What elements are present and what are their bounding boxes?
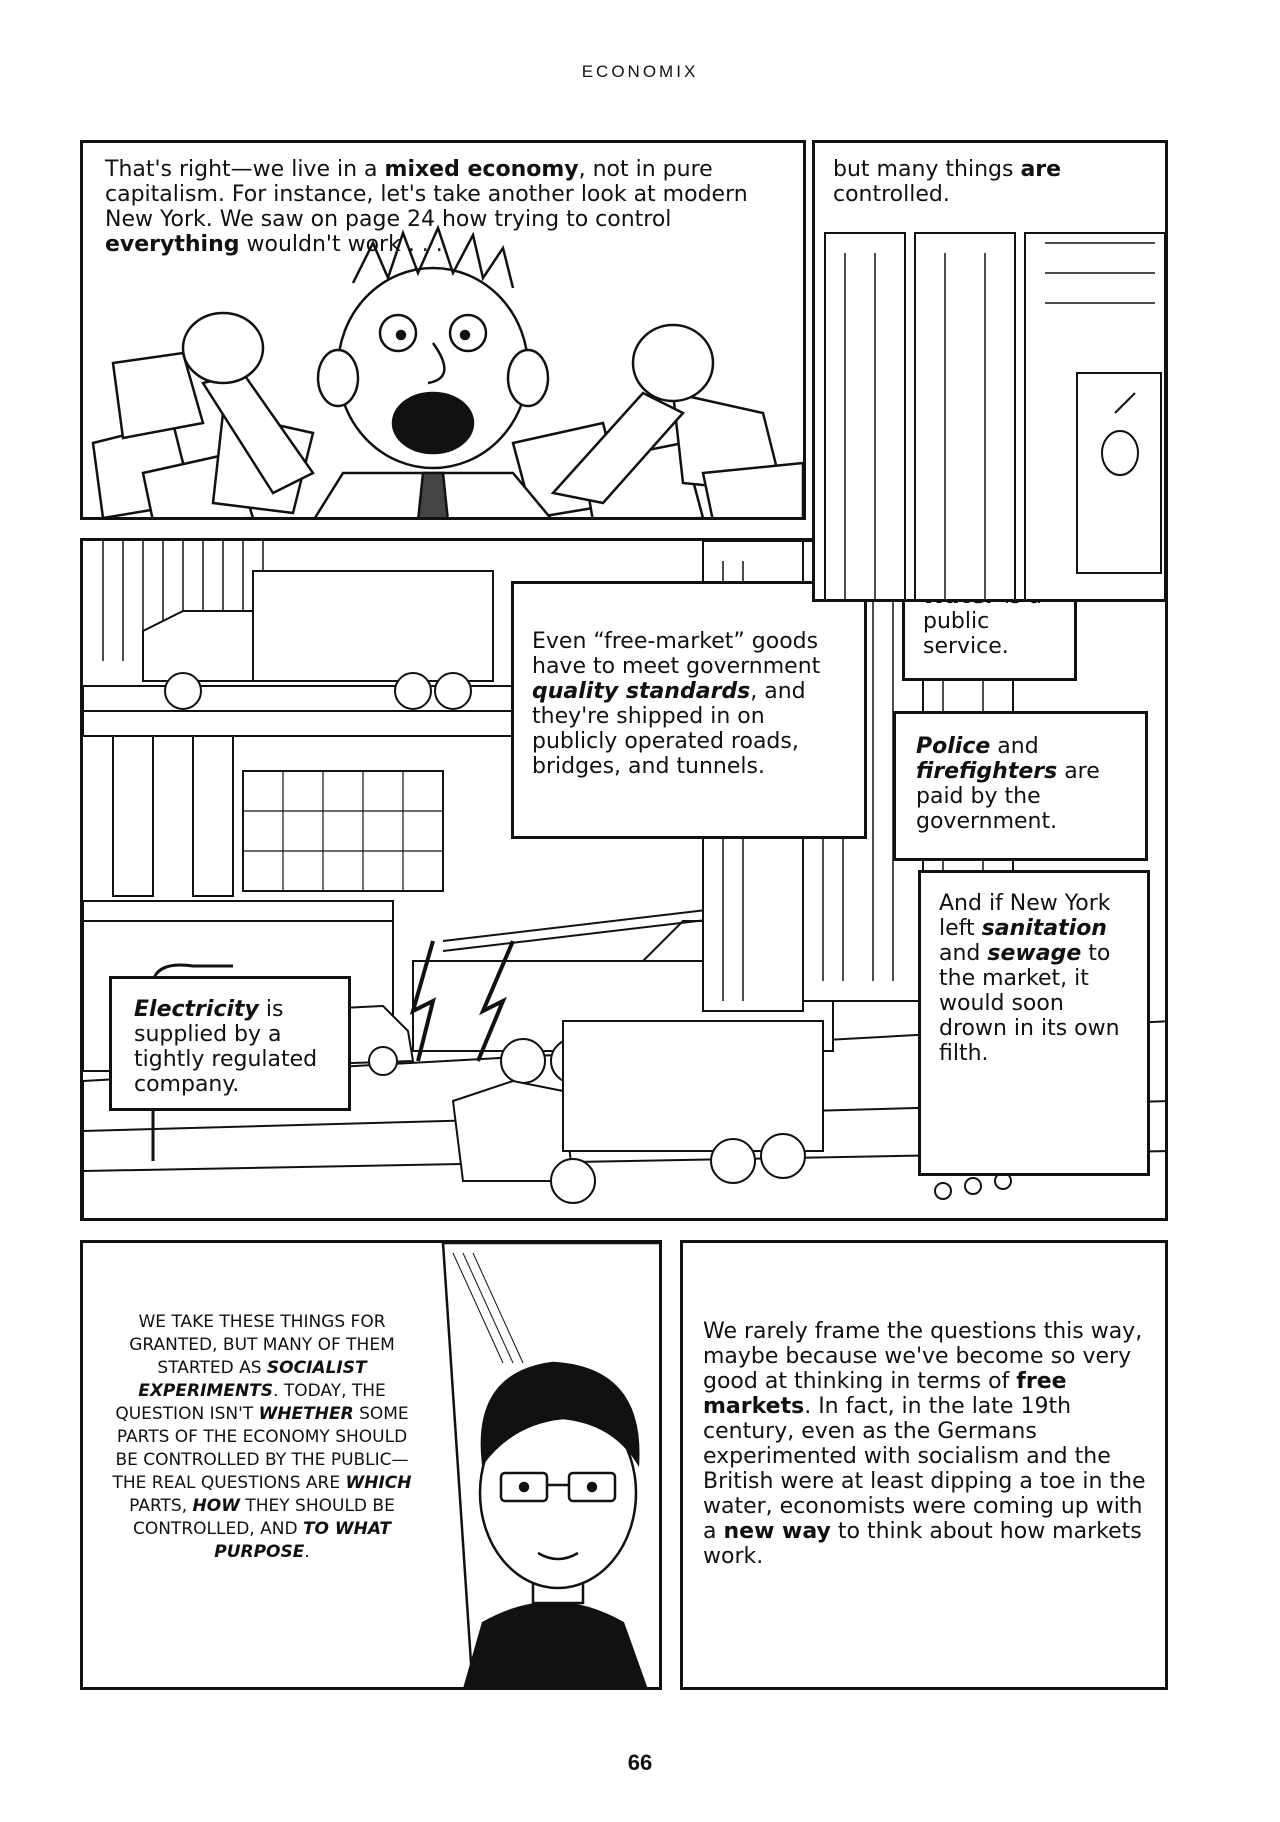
caption-electricity xyxy=(109,976,351,1111)
caption-police-firefighters xyxy=(893,711,1148,861)
caption-sanitation xyxy=(918,870,1150,1176)
emphasis-text: free markets xyxy=(703,1369,1067,1419)
text-run: . In fact, in the late 19th century, even as the Germans experimented with socialism and the British were at least dipping a toe in the water, economists were coming up with a xyxy=(703,1394,1146,1544)
panel-control-everything xyxy=(80,140,806,520)
text-run: . xyxy=(304,1542,310,1562)
text-run: , and they're shipped in on publicly operated roads, bridges, and tunnels. xyxy=(532,679,806,779)
emphasis-text: quality standards xyxy=(532,679,751,704)
text-run: And if New York left xyxy=(939,891,1111,941)
emphasis-text: Police xyxy=(916,734,991,759)
emphasis-text: TO WHAT PURPOSE xyxy=(214,1519,392,1562)
emphasis-text: sewage xyxy=(987,941,1082,966)
text-run: THEY SHOULD BE CONTROLLED, AND xyxy=(132,1496,395,1539)
emphasis-text: everything xyxy=(105,232,240,257)
text-run: controlled. xyxy=(833,182,950,207)
running-header: ECONOMIX xyxy=(581,62,699,81)
text-run: wouldn't work . . . xyxy=(239,232,443,257)
panel-socialist-experiments xyxy=(80,1240,662,1690)
text-run: Even “free-market” goods have to meet government xyxy=(532,629,821,679)
text-run: to think about how markets work. xyxy=(703,1519,1142,1569)
emphasis-text: sanitation xyxy=(981,916,1107,941)
emphasis-text: SOCIALIST EXPERIMENTS xyxy=(138,1358,367,1401)
emphasis-text: firefighters xyxy=(916,759,1058,784)
text-run: and xyxy=(990,734,1039,759)
panel-controlled xyxy=(812,140,1168,602)
skyscraper-shower-illustration xyxy=(815,143,1168,602)
text-run: SOME PARTS OF THE ECONOMY SHOULD BE CONTROLLED BY THE PUBLIC—THE REAL QUESTIONS ARE xyxy=(112,1404,409,1493)
caption-mixed-economy xyxy=(105,157,785,257)
emphasis-text: WHICH xyxy=(345,1473,412,1493)
emphasis-text: new way xyxy=(723,1519,831,1544)
emphasis-text: HOW xyxy=(192,1496,240,1516)
text-run: and xyxy=(939,941,988,966)
text-run: PARTS, xyxy=(129,1496,193,1516)
text-run: to the market, it would soon drown in its own filth. xyxy=(939,941,1120,1066)
caption-quality-standards xyxy=(511,581,867,839)
text-run: is supplied by a tightly regulated company. xyxy=(134,997,318,1097)
caption-but-controlled xyxy=(833,157,1153,207)
text-run: We rarely frame the questions this way, maybe because we've become so very good at thinking in terms of xyxy=(703,1319,1143,1394)
emphasis-text: WHETHER xyxy=(258,1404,354,1424)
emphasis-text: mixed economy xyxy=(384,157,579,182)
narrator-speech xyxy=(103,1311,421,1564)
text-run: but many things xyxy=(833,157,1021,182)
text-run: , not in pure capitalism. For instance, let's take another look at modern New York. We saw on page 24 how trying to control xyxy=(105,157,748,232)
text-run: . TODAY, THE QUESTION ISN'T xyxy=(115,1381,386,1424)
caption-new-way xyxy=(703,1319,1153,1569)
panel-new-york-city xyxy=(80,538,1168,1221)
page-number: 66 xyxy=(627,1750,653,1775)
panel-free-markets xyxy=(680,1240,1168,1690)
emphasis-text: Electricity xyxy=(134,997,259,1022)
text-run: That's right—we live in a xyxy=(105,157,385,182)
text-run: WE TAKE THESE THINGS FOR GRANTED, BUT MANY OF THEM STARTED AS xyxy=(129,1312,395,1378)
text-run: are paid by the government. xyxy=(916,759,1100,834)
text-run: public service. xyxy=(923,609,1009,659)
emphasis-text: are xyxy=(1020,157,1062,182)
